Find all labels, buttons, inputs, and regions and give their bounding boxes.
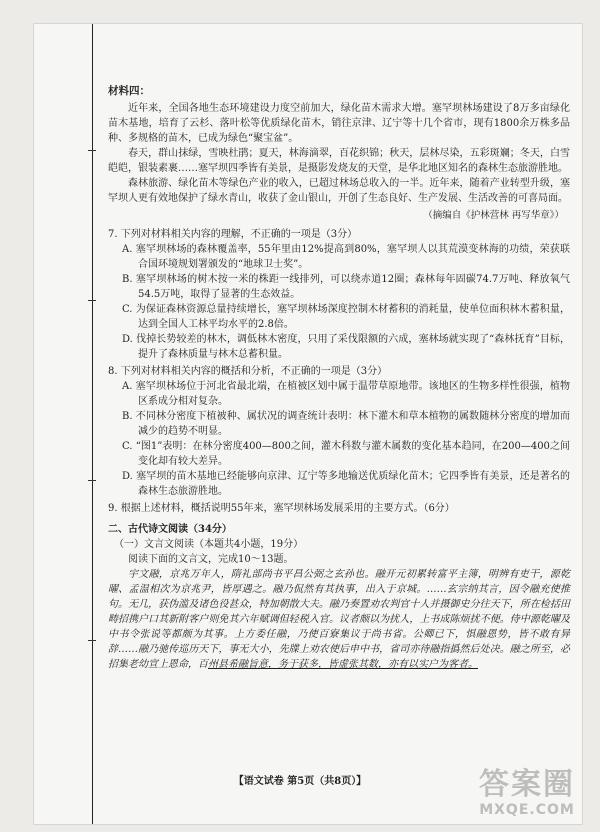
question-7 bbox=[108, 227, 570, 362]
section-subtitle: （一）文言文阅读（本题共4小题，19分） bbox=[114, 539, 304, 550]
material-paragraph: 森林旅游、绿化苗木等绿色产业的收入，已超过林场总收入的一半。近年来，随着产业转型升级，塞罕坝人更有效地保护了绿水青山，收获了金山银山，开创了生态良好、生产发展、生活改善的可喜局面。 bbox=[108, 178, 570, 204]
watermark-text: 答案圈 bbox=[479, 767, 575, 802]
material-paragraph: 近年来，全国各地生态环境建设力度空前加大，绿化苗木需求大增。塞罕坝林场建设了8万多亩绿化苗木基地，培育了云杉、落叶松等优质绿化苗木，销往京津、辽宁等十几个省市，现有1800余万株多品种、多规格的苗木，已成为绿色“聚宝盆”。 bbox=[108, 103, 570, 144]
question-option: C. 为保证森林资源总量持续增长，塞罕坝林场深度控制木材蓄积的消耗量，使单位面积林木蓄积量，达到全国人工林平均水平的2.8倍。 bbox=[122, 304, 570, 330]
question-option: A. 塞罕坝林场位于河北省最北端，在植被区划中属于温带草原地带。该地区的生物多样性很强，植物区系成分相对复杂。 bbox=[122, 381, 570, 407]
question-option: D. 塞罕坝的苗木基地已经能够向京津、辽宁等多地输送优质绿化苗木；它四季皆有美景，还是著名的森林生态旅游胜地。 bbox=[122, 471, 570, 497]
material-source: （摘编自《护林营林 再写华章》） bbox=[423, 210, 564, 221]
classical-text-body: 宇文融，京兆万年人，隋礼部尚书平昌公弼之玄孙也。融开元初累转富平主簿，明辨有吏干，源乾曜、孟温相次为京兆尹，皆厚遇之。融乃侃然有其执事，出入于京城。……玄宗纳其言，因令融充使推句。无几，获伪滥及诸色役甚众，特加朝散大夫。融乃奏置劝农判官十人并摄御史分往天下，所在检括田畴招携户口其新附客户则免其六年赋调但轻税入官。议者颇以为扰人，上书成陈烦扰不便。侍中源乾曜及中书令张说等都颇为其事。上方委任融，乃使百寮集议于尚书省。公卿已下，惧融恩势，皆不敢有异辞……融乃驰传巡历天下，事无大小，先牒上劝农使后申中书，省司亦待融指撝然后处决。融之所至，必招集老幼宣上恩命，百 bbox=[108, 569, 570, 670]
material-paragraph: 春天，群山抹绿，雪映杜鹃；夏天，林海滴翠，百花织锦；秋天，层林尽染，五彩斑斓；冬天，白雪皑皑，银装素裹……塞罕坝四季皆有美景，是摄影发烧友的天堂，是华北地区知名的森林生态旅游胜地。 bbox=[108, 148, 570, 174]
material-heading: 材料四： bbox=[108, 85, 150, 97]
underlined-sentence: 州县希融旨意，务于获多，皆虚张其数，亦有以实户为客者。 bbox=[208, 659, 478, 670]
page-footer: 【语文试卷 第5页（共8页）】 bbox=[233, 776, 367, 787]
question-stem: 9. 根据上述材料，概括说明55年来，塞罕坝林场发展采用的主要方式。（6分） bbox=[108, 503, 455, 514]
question-option: A. 塞罕坝林场的森林覆盖率，55年里由12%提高到80%，塞罕坝人以其荒漠变林海的功绩，荣获联合国环境规划署颁发的“地球卫士奖”。 bbox=[122, 244, 570, 270]
section-instruction: 阅读下面的文言文，完成10～13题。 bbox=[128, 554, 294, 565]
question-option: B. 不同林分密度下植被种、属状况的调查统计表明：林下灌木和草本植物的属数随林分密度的增加而减少的趋势不明显。 bbox=[122, 411, 570, 437]
margin-tick bbox=[88, 150, 96, 151]
binding-line bbox=[92, 24, 93, 824]
question-option: B. 塞罕坝林场的树木按一米的株距一线排列，可以绕赤道12圈；森林每年固碳74.7万吨、释放氧气54.5万吨，取得了显著的生态效益。 bbox=[122, 274, 570, 300]
watermark-logo bbox=[472, 768, 582, 828]
margin-tick bbox=[88, 640, 96, 641]
question-stem: 8. 下列对材料相关内容的概括和分析，不正确的一项是（3分） bbox=[108, 366, 388, 377]
question-9 bbox=[108, 501, 570, 516]
page-content bbox=[108, 84, 570, 672]
classical-text bbox=[108, 567, 570, 672]
section-title: 二、古代诗文阅读（34分） bbox=[108, 524, 232, 535]
question-8 bbox=[108, 364, 570, 499]
margin-tick bbox=[88, 300, 96, 301]
question-option: C. “图1”表明：在林分密度400—800之间，灌木科数与灌木属数的变化基本趋同，在200—400之间变化却有较大差异。 bbox=[122, 441, 570, 467]
question-option: D. 伐掉长势较差的林木，调低林木密度，只用了采伐限额的六成，塞林场就实现了“森林抚育”目标，提升了森林质量与林木总蓄积量。 bbox=[122, 334, 570, 360]
margin-tick bbox=[88, 480, 96, 481]
watermark-url: MXQE.COM bbox=[479, 802, 575, 818]
question-stem: 7. 下列对材料相关内容的理解，不正确的一项是（3分） bbox=[108, 229, 358, 240]
